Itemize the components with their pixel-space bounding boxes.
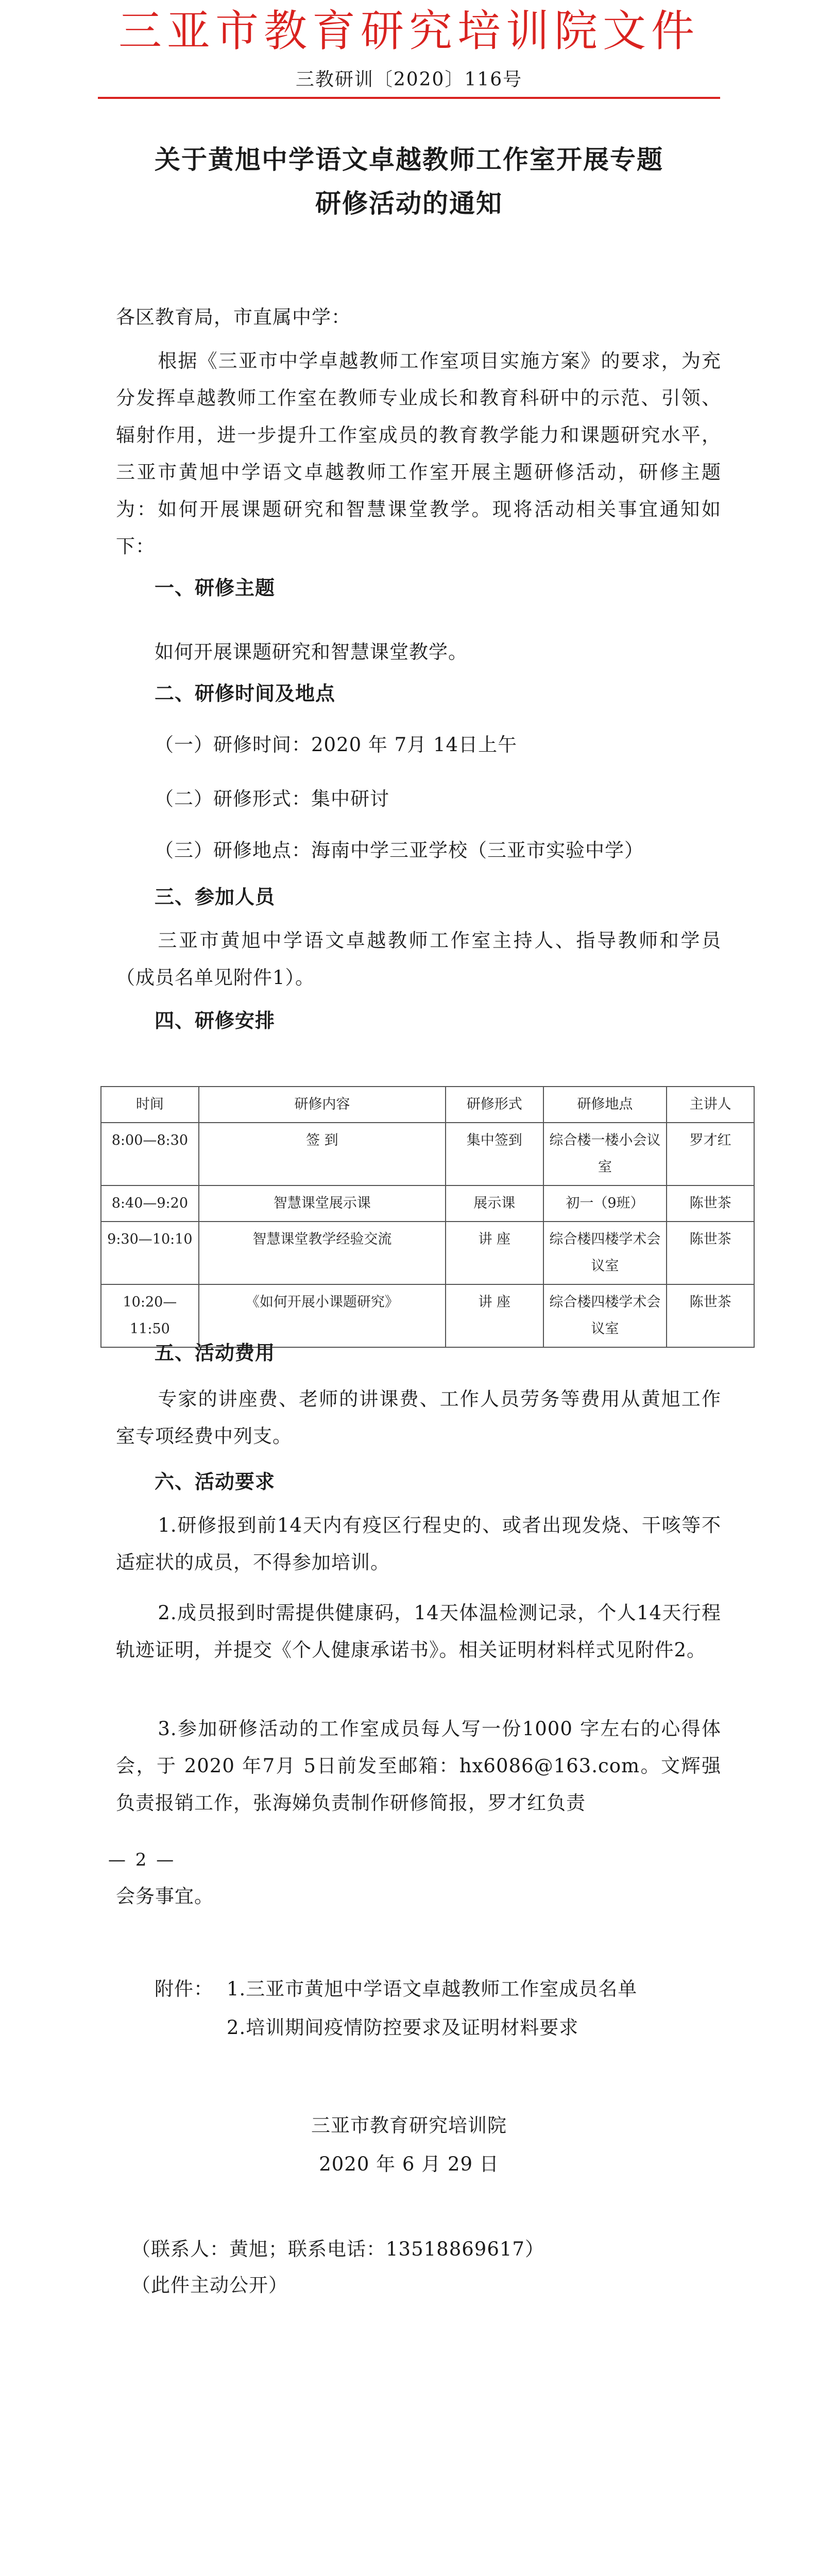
cell-form: 集中签到 bbox=[446, 1123, 543, 1185]
cell-content: 智慧课堂展示课 bbox=[199, 1185, 446, 1222]
section-heading-time-place: 二、研修时间及地点 bbox=[155, 682, 336, 705]
intro-paragraph: 根据《三亚市中学卓越教师工作室项目实施方案》的要求，为充分发挥卓越教师工作室在教师专业成长和教育科研中的示范、引领、辐射作用，进一步提升工作室成员的教育教学能力和课题研究水平，三亚市黄旭中学语文卓越教师工作室开展主题研修活动，研修主题为：如何开展课题研究和智慧课堂教学。现将活动相关事宜通知如下： bbox=[116, 350, 721, 557]
attachments-label: 附件： bbox=[155, 1978, 213, 2000]
requirement-3-continued: 会务事宜。 bbox=[116, 1885, 214, 1907]
notice-title-line2: 研修活动的通知 bbox=[315, 188, 503, 218]
requirement-1: 1.研修报到前14天内有疫区行程史的、或者出现发烧、干咳等不适症状的成员，不得参加培训。 bbox=[116, 1514, 721, 1573]
section-heading-schedule: 四、研修安排 bbox=[155, 1009, 276, 1032]
study-time: （一）研修时间：2020 年 7月 14日上午 bbox=[155, 734, 518, 756]
study-form: （二）研修形式：集中研讨 bbox=[155, 788, 389, 810]
participants-text: 三亚市黄旭中学语文卓越教师工作室主持人、指导教师和学员（成员名单见附件1）。 bbox=[116, 929, 721, 989]
cell-form: 展示课 bbox=[446, 1185, 543, 1222]
attachment-1: 1.三亚市黄旭中学语文卓越教师工作室成员名单 bbox=[227, 1978, 638, 2000]
topic-text: 如何开展课题研究和智慧课堂教学。 bbox=[155, 641, 468, 663]
cell-time: 10:20—11:50 bbox=[101, 1284, 199, 1347]
requirement-2: 2.成员报到时需提供健康码，14天体温检测记录，个人14天行程轨迹证明，并提交《个人健康承诺书》。相关证明材料样式见附件2。 bbox=[116, 1602, 721, 1661]
section-heading-participants: 三、参加人员 bbox=[155, 885, 276, 908]
cell-content: 智慧课堂教学经验交流 bbox=[199, 1222, 446, 1284]
table-row bbox=[101, 1123, 754, 1185]
section-heading-fees: 五、活动费用 bbox=[155, 1341, 276, 1364]
cell-content: 签 到 bbox=[199, 1123, 446, 1185]
cell-speaker: 罗才红 bbox=[667, 1123, 754, 1185]
header-cell-content: 研修内容 bbox=[199, 1087, 446, 1123]
fees-text: 专家的讲座费、老师的讲课费、工作人员劳务等费用从黄旭工作室专项经费中列支。 bbox=[116, 1388, 721, 1447]
red-divider bbox=[98, 97, 720, 99]
salutation: 各区教育局，市直属中学： bbox=[116, 306, 351, 328]
document-number: 三教研训〔2020〕116号 bbox=[295, 69, 523, 90]
cell-place: 初一（9班） bbox=[543, 1185, 667, 1222]
signature-date: 2020 年 6 月 29 日 bbox=[319, 2153, 499, 2175]
cell-content: 《如何开展小课题研究》 bbox=[199, 1284, 446, 1347]
schedule-table bbox=[100, 1086, 755, 1348]
header-cell-speaker: 主讲人 bbox=[667, 1087, 754, 1123]
notice-title-line1: 关于黄旭中学语文卓越教师工作室开展专题 bbox=[155, 144, 663, 175]
contact-info: （联系人：黄旭；联系电话：13518869617） bbox=[131, 2238, 544, 2260]
section-heading-topic: 一、研修主题 bbox=[155, 576, 276, 599]
signature-org: 三亚市教育研究培训院 bbox=[311, 2114, 507, 2137]
cell-place: 综合楼四楼学术会议室 bbox=[543, 1284, 667, 1347]
requirement-3: 3.参加研修活动的工作室成员每人写一份1000 字左右的心得体会，于 2020 年7月 5日前发至邮箱：hx6086@163.com。文辉强负责报销工作，张海娣负责制作研修简报，罗才红负责 bbox=[116, 1718, 721, 1814]
cell-speaker: 陈世茶 bbox=[667, 1185, 754, 1222]
table-row bbox=[101, 1185, 754, 1222]
disclosure-note: （此件主动公开） bbox=[131, 2274, 288, 2296]
header-cell-time: 时间 bbox=[101, 1087, 199, 1123]
cell-time: 9:30—10:10 bbox=[101, 1222, 199, 1284]
table-row bbox=[101, 1222, 754, 1284]
cell-place: 综合楼四楼学术会议室 bbox=[543, 1222, 667, 1284]
cell-form: 讲 座 bbox=[446, 1284, 543, 1347]
cell-time: 8:00—8:30 bbox=[101, 1123, 199, 1185]
study-place: （三）研修地点：海南中学三亚学校（三亚市实验中学） bbox=[155, 839, 644, 861]
document-header-title: 三亚市教育研究培训院文件 bbox=[118, 6, 700, 56]
cell-time: 8:40—9:20 bbox=[101, 1185, 199, 1222]
cell-place: 综合楼一楼小会议室 bbox=[543, 1123, 667, 1185]
cell-speaker: 陈世茶 bbox=[667, 1284, 754, 1347]
attachment-2: 2.培训期间疫情防控要求及证明材料要求 bbox=[227, 2016, 579, 2039]
schedule-header-row bbox=[101, 1087, 754, 1123]
page-number-2: — 2 — bbox=[108, 1850, 176, 1870]
cell-speaker: 陈世茶 bbox=[667, 1222, 754, 1284]
section-heading-requirements: 六、活动要求 bbox=[155, 1470, 276, 1493]
header-cell-place: 研修地点 bbox=[543, 1087, 667, 1123]
cell-form: 讲 座 bbox=[446, 1222, 543, 1284]
header-cell-form: 研修形式 bbox=[446, 1087, 543, 1123]
